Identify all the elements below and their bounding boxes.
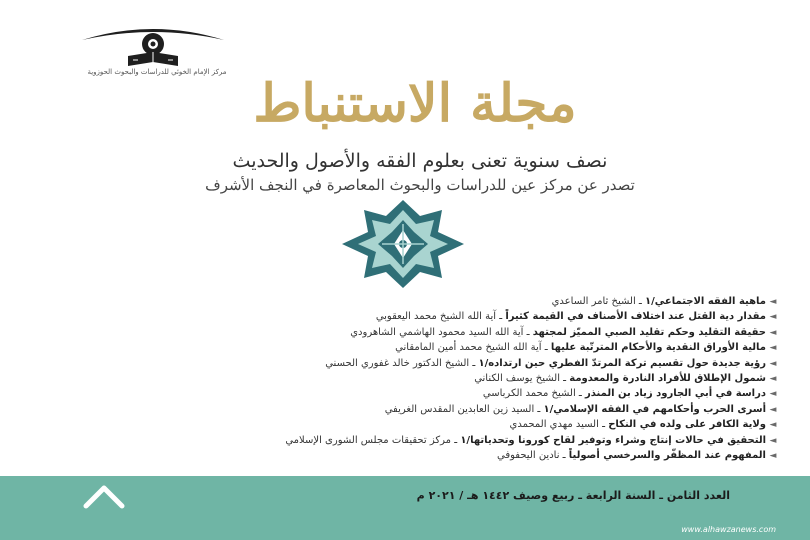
list-item: ◄مقدار دية القتل عند اختلاف الأصناف في القيمة كثيراً ـ آية الله الشيخ محمد اليعقوبي xyxy=(90,309,780,324)
list-item: ◄رؤية جديدة حول تقسيم تركة المرتدّ الفطري حين ارتداده/١ ـ الشيخ الدكتور خالد غفوري الحسني xyxy=(90,356,780,371)
arrow-bullet-icon: ◄ xyxy=(769,327,777,338)
arrow-bullet-icon: ◄ xyxy=(769,450,777,461)
arrow-bullet-icon: ◄ xyxy=(769,389,777,400)
arrow-bullet-icon: ◄ xyxy=(769,297,777,307)
website-watermark: www.alhawzanews.com xyxy=(681,525,776,534)
arrow-bullet-icon: ◄ xyxy=(769,312,777,323)
list-item: ◄أسرى الحرب وأحكامهم في الفقه الإسلامي/١ ـ السيد زين العابدين المقدس الغريفي xyxy=(90,402,780,417)
table-of-contents xyxy=(90,294,780,463)
arrow-bullet-icon: ◄ xyxy=(769,358,777,369)
arrow-bullet-icon: ◄ xyxy=(769,435,777,446)
list-item: ◄حقيقة التقليد وحكم تقليد الصبي المميّز لمجتهد ـ آية الله السيد محمود الهاشمي الشاهرودي xyxy=(90,325,780,340)
arabesque-ornament-icon xyxy=(342,200,464,288)
list-item: ◄دراسة في أبي الجارود زياد بن المنذر ـ الشيخ محمد الكرباسي xyxy=(90,386,780,401)
magazine-subtitle: نصف سنوية تعنى بعلوم الفقه والأصول والحديث xyxy=(232,150,608,172)
arrow-bullet-icon: ◄ xyxy=(769,343,777,354)
institute-name: مركز الإمام الخوئي للدراسات والبحوث الحوزوية xyxy=(87,68,227,76)
chevron-up-icon[interactable] xyxy=(80,480,128,510)
list-item: ◄ماهية الفقه الاجتماعي/١ ـ الشيخ ثامر الساعدي xyxy=(90,294,780,309)
list-item: ◄التحقيق في حالات إنتاج وشراء وتوفير لقاح كورونا وتحدياتها/١ ـ مركز تحقيقات مجلس الشورى الإسلامي xyxy=(90,433,780,448)
issue-info: العدد الثامن ـ السنة الرابعة ـ ربيع وصيف ١٤٤٢ هـ / ٢٠٢١ م xyxy=(416,489,730,502)
list-item: ◄ولاية الكافر على ولده في النكاح ـ السيد مهدي المحمدي xyxy=(90,417,780,432)
list-item: ◄مالية الأوراق النقدية والأحكام المترتّبة عليها ـ آية الله الشيخ محمد أمين المامقاني xyxy=(90,340,780,355)
arrow-bullet-icon: ◄ xyxy=(769,404,777,415)
publisher-line: تصدر عن مركز عين للدراسات والبحوث المعاصرة في النجف الأشرف xyxy=(205,176,635,194)
list-item: ◄شمول الإطلاق للأفراد النادرة والمعدومة ـ الشيخ يوسف الكناني xyxy=(90,371,780,386)
arrow-bullet-icon: ◄ xyxy=(769,420,777,431)
arrow-bullet-icon: ◄ xyxy=(769,373,777,384)
list-item: ◄المفهوم عند المظفّر والسرخسي أصولياً ـ نادين اليحفوفي xyxy=(90,448,780,463)
magazine-title: مجلة الاستنباط xyxy=(253,73,577,134)
